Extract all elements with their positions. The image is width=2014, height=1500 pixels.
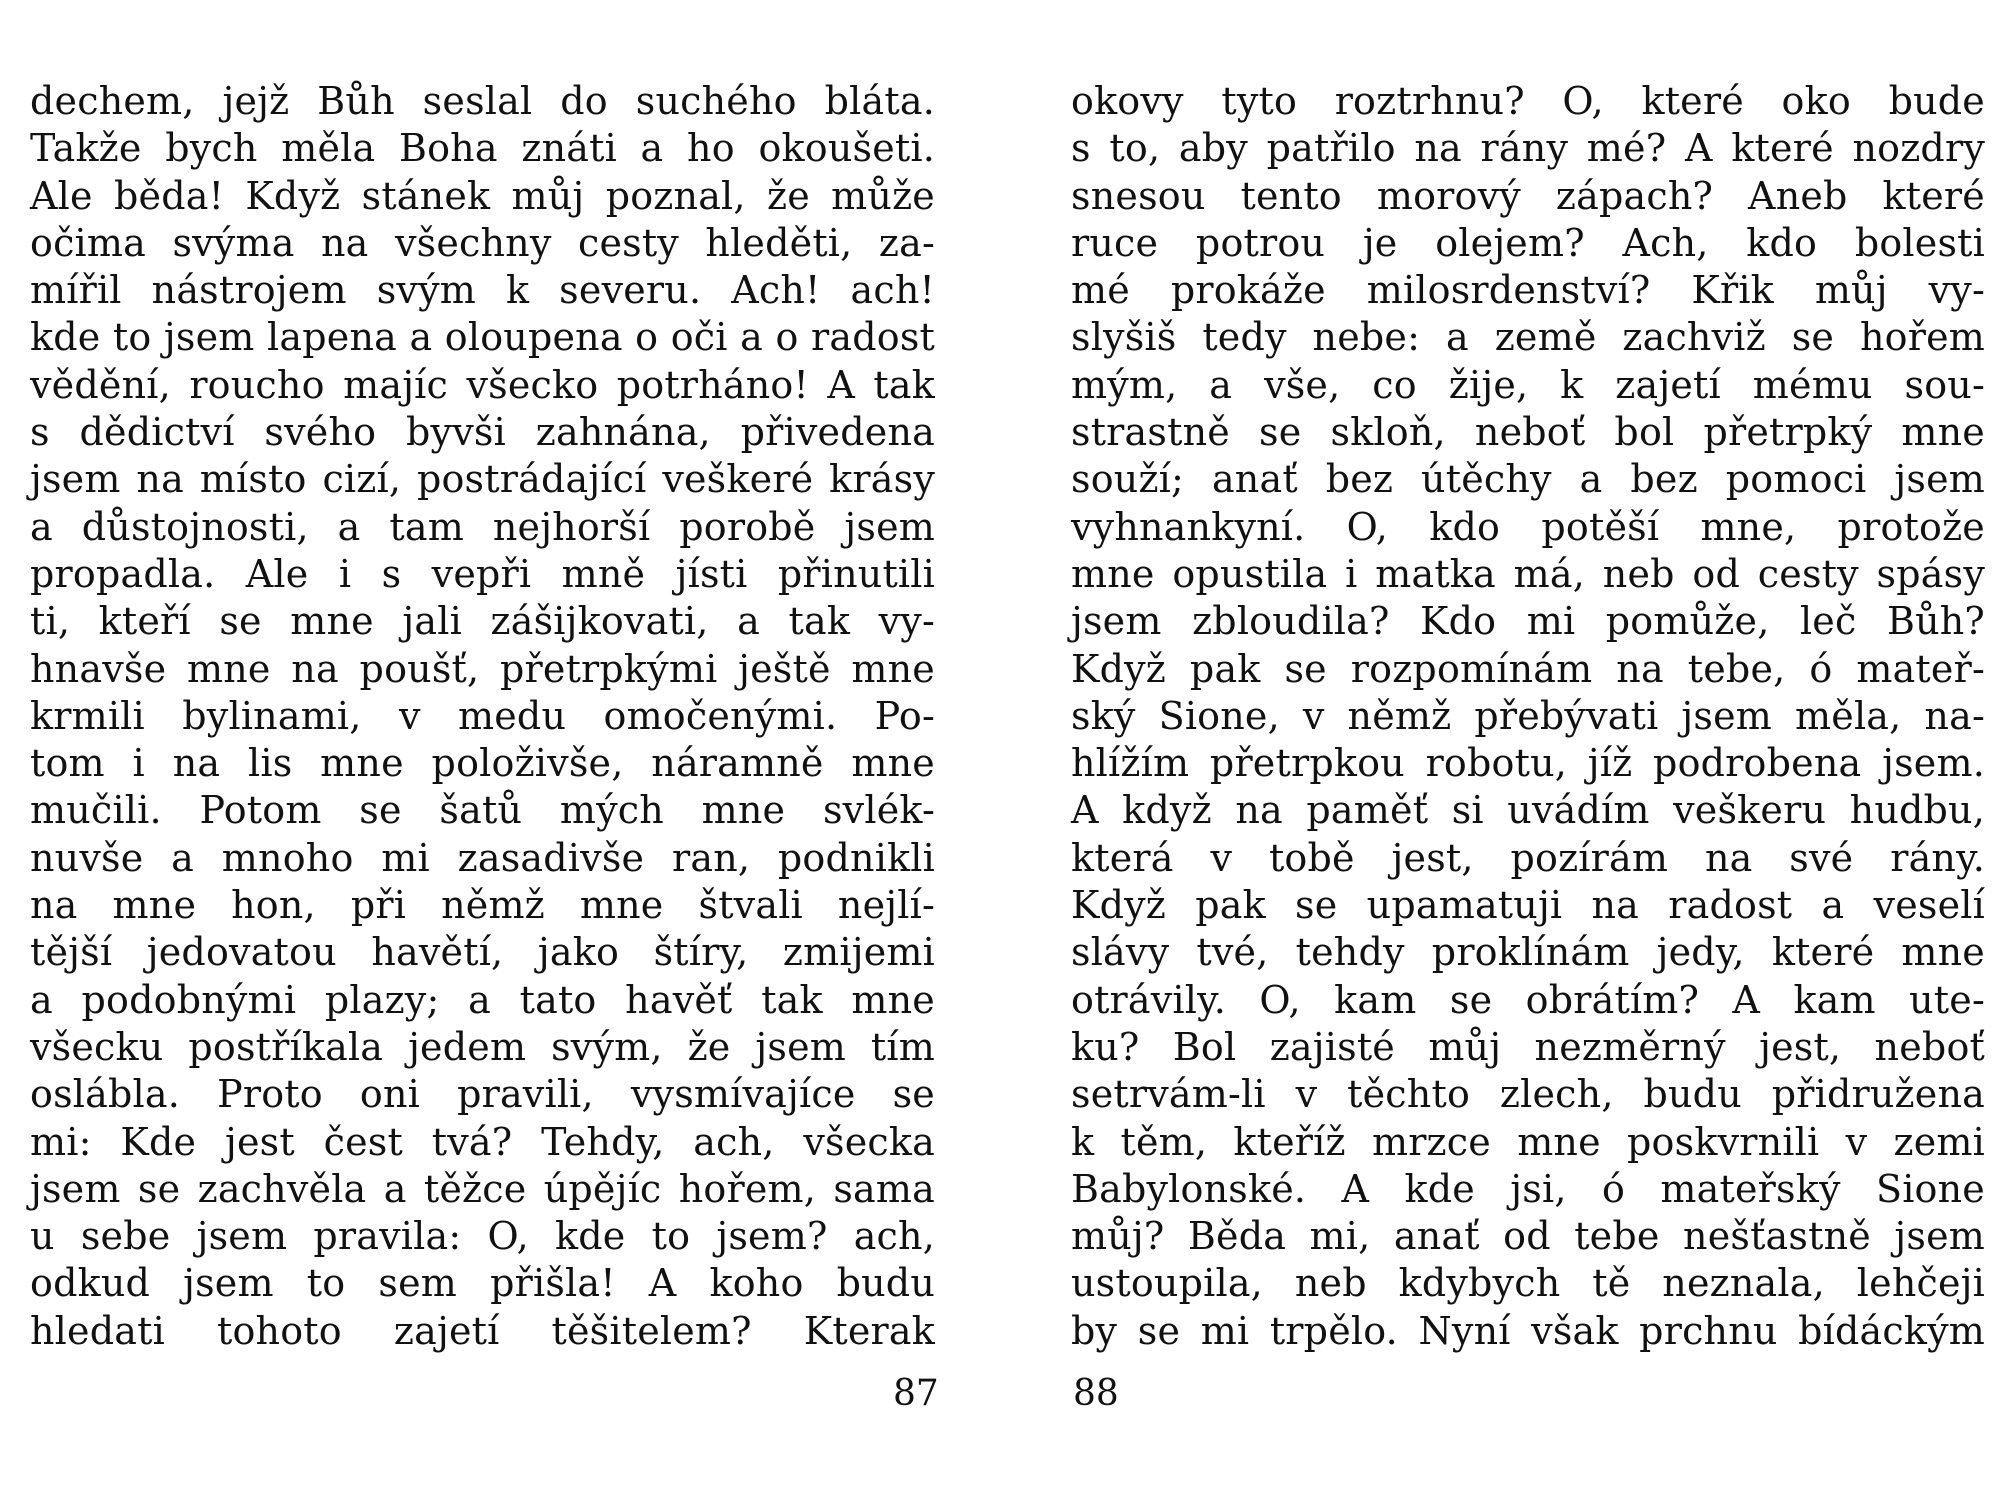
text-line: a důstojnosti, a tam nejhorší porobě jsem — [30, 504, 935, 549]
text-line: by se mi trpělo. Nyní však prchnu bídáckým — [1071, 1308, 1985, 1353]
text-line: mé prokáže milosrdenství? Křik můj vy- — [1071, 268, 1985, 313]
text-line: mučili. Potom se šatů mých mne svlék- — [30, 788, 935, 833]
text-line: jsem se zachvěla a těžce úpějíc hořem, sama — [30, 1166, 935, 1211]
text-line: Když pak se upamatuji na radost a veselí — [1071, 883, 1985, 928]
text-line: mi: Kde jest čest tvá? Tehdy, ach, všecka — [30, 1119, 935, 1164]
text-line: vyhnankyní. O, kdo potěší mne, protože — [1071, 504, 1985, 549]
text-line: Babylonské. A kde jsi, ó mateřský Sione — [1071, 1166, 1985, 1211]
text-line: kde to jsem lapena a oloupena o oči a o radost — [30, 315, 935, 360]
text-line: s to, aby patřilo na rány mé? A které nozdry — [1071, 126, 1985, 171]
text-line: otrávily. O, kam se obrátím? A kam ute- — [1071, 977, 1985, 1022]
text-line: slyšiš tedy nebe: a země zachviž se hořem — [1071, 315, 1985, 360]
text-line: a podobnými plazy; a tato havěť tak mne — [30, 977, 935, 1022]
text-line: mým, a vše, co žije, k zajetí mému sou- — [1071, 362, 1985, 407]
text-line: která v tobě jest, pozírám na své rány. — [1071, 835, 1985, 880]
text-line: nuvše a mnoho mi zasadivše ran, podnikli — [30, 835, 935, 880]
text-line: Když pak se rozpomínám na tebe, ó mateř- — [1071, 646, 1985, 691]
text-line: mne opustila i matka má, neb od cesty spásy — [1071, 551, 1985, 596]
text-line: Ale běda! Když stánek můj poznal, že může — [30, 173, 935, 218]
text-line: setrvám-li v těchto zlech, budu přidružena — [1071, 1072, 1985, 1117]
text-line: okovy tyto roztrhnu? O, které oko bude — [1071, 79, 1985, 123]
text-line: vědění, roucho majíc všecko potrháno! A tak — [30, 362, 935, 407]
text-line: souží; anať bez útěchy a bez pomoci jsem — [1071, 457, 1985, 502]
text-line: s dědictví svého byvši zahnána, přivedena — [30, 410, 935, 455]
right-page-text — [1071, 78, 1985, 1355]
text-line: jsem na místo cizí, postrádající veškeré krásy — [30, 457, 935, 502]
text-line: tější jedovatou havětí, jako štíry, zmijemi — [30, 930, 935, 975]
text-line: hledati tohoto zajetí těšitelem? Kterak — [30, 1308, 935, 1353]
text-line: propadla. Ale i s vepři mně jísti přinutili — [30, 551, 935, 596]
text-line: jsem zbloudila? Kdo mi pomůže, leč Bůh? — [1071, 599, 1985, 644]
text-line: na mne hon, při němž mne štvali nejlí- — [30, 883, 935, 928]
text-line: A když na paměť si uvádím veškeru hudbu, — [1071, 788, 1985, 833]
text-line: očima svýma na všechny cesty hleděti, za- — [30, 220, 935, 265]
text-line: dechem, jejž Bůh seslal do suchého bláta. — [30, 79, 935, 123]
text-line: hlížím přetrpkou robotu, jíž podrobena jsem. — [1071, 741, 1985, 786]
text-line: můj? Běda mi, anať od tebe nešťastně jsem — [1071, 1214, 1985, 1259]
text-line: hnavše mne na poušť, přetrpkými ještě mne — [30, 646, 935, 691]
text-line: ruce potrou je olejem? Ach, kdo bolesti — [1071, 220, 1985, 265]
text-line: ti, kteří se mne jali zášijkovati, a tak vy- — [30, 599, 935, 644]
page-number-left: 87 — [893, 1373, 939, 1414]
text-line: oslábla. Proto oni pravili, vysmívajíce se — [30, 1072, 935, 1117]
text-line: ustoupila, neb kdybych tě neznala, lehčeji — [1071, 1261, 1985, 1306]
text-line: ský Sione, v němž přebývati jsem měla, na- — [1071, 693, 1985, 738]
left-page-text — [30, 78, 935, 1355]
text-line: krmili bylinami, v medu omočenými. Po- — [30, 693, 935, 738]
page-number-right: 88 — [1073, 1373, 1119, 1414]
text-line: tom i na lis mne položivše, náramně mne — [30, 741, 935, 786]
text-line: Takže bych měla Boha znáti a ho okoušeti. — [30, 126, 935, 171]
text-line: u sebe jsem pravila: O, kde to jsem? ach, — [30, 1214, 935, 1259]
text-line: všecku postříkala jedem svým, že jsem tím — [30, 1024, 935, 1069]
text-line: mířil nástrojem svým k severu. Ach! ach! — [30, 268, 935, 313]
text-line: slávy tvé, tehdy proklínám jedy, které mne — [1071, 930, 1985, 975]
text-line: snesou tento morový zápach? Aneb které — [1071, 173, 1985, 218]
text-line: strastně se skloň, neboť bol přetrpký mne — [1071, 410, 1985, 455]
text-line: k těm, kteříž mrzce mne poskvrnili v zemi — [1071, 1119, 1985, 1164]
text-line: odkud jsem to sem přišla! A koho budu — [30, 1261, 935, 1306]
text-line: ku? Bol zajisté můj nezměrný jest, neboť — [1071, 1024, 1985, 1069]
